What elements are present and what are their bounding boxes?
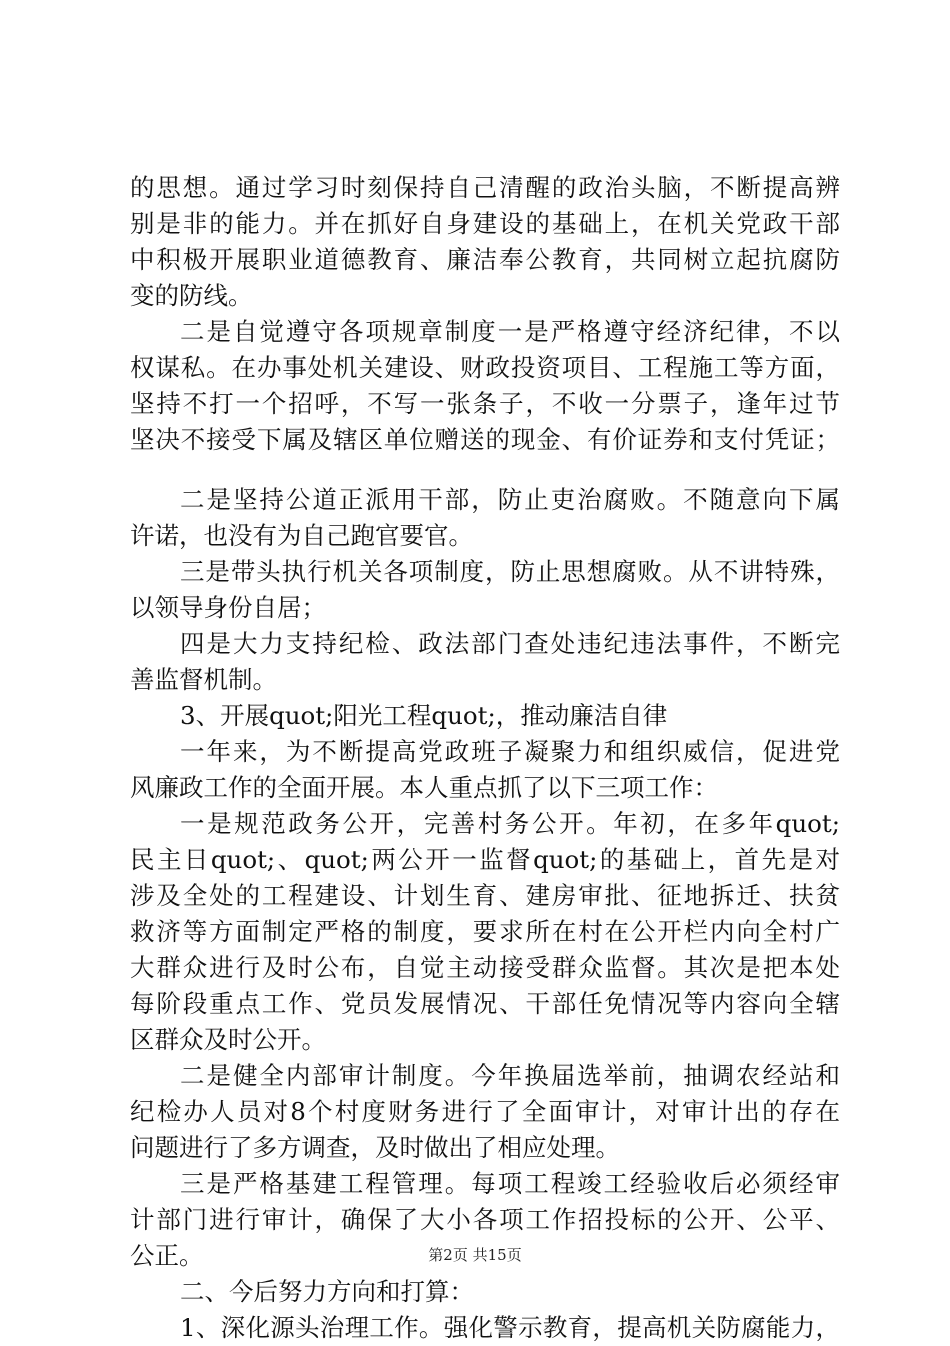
- section-heading: 3、开展quot;阳光工程quot;，推动廉洁自律: [180, 701, 668, 730]
- text-line: 救济等方面制定严格的制度，要求所在村在公开栏内向全村广: [130, 917, 840, 946]
- text-line: 风廉政工作的全面开展。本人重点抓了以下三项工作：: [130, 773, 718, 802]
- text-line: 二是自觉遵守各项规章制度一是严格遵守经济纪律，不以: [180, 317, 840, 346]
- text-line: 二是健全内部审计制度。今年换届选举前，抽调农经站和: [180, 1061, 840, 1090]
- text-line: 的思想。通过学习时刻保持自己清醒的政治头脑，不断提高辨: [130, 173, 840, 202]
- text-line: 计部门进行审计，确保了大小各项工作招投标的公开、公平、: [130, 1205, 840, 1234]
- text-line: 善监督机制。: [130, 665, 277, 694]
- text-line: 三是带头执行机关各项制度，防止思想腐败。从不讲特殊，: [180, 557, 840, 586]
- text-line: 许诺，也没有为自己跑官要官。: [130, 521, 473, 550]
- page-number-footer: 第2页 共15页: [428, 1246, 522, 1264]
- text-line: 变的防线。: [130, 281, 253, 310]
- section-heading: 二、今后努力方向和打算：: [180, 1277, 474, 1306]
- text-line: 区群众及时公开。: [130, 1025, 326, 1054]
- text-line: 1、深化源头治理工作。强化警示教育，提高机关防腐能力，: [180, 1313, 840, 1342]
- text-line: 二是坚持公道正派用干部，防止吏治腐败。不随意向下属: [180, 485, 840, 514]
- document-body: [130, 170, 840, 1346]
- text-line: 大群众进行及时公布，自觉主动接受群众监督。其次是把本处: [130, 953, 840, 982]
- text-line: 三是严格基建工程管理。每项工程竣工经验收后必须经审: [180, 1169, 840, 1198]
- text-line: 坚持不打一个招呼，不写一张条子，不收一分票子，逢年过节: [130, 389, 840, 418]
- text-line: 公正。: [130, 1241, 204, 1270]
- text-line: 以领导身份自居；: [130, 593, 326, 622]
- text-line: 每阶段重点工作、党员发展情况、干部任免情况等内容向全辖: [130, 989, 840, 1018]
- text-line: 权谋私。在办事处机关建设、财政投资项目、工程施工等方面，: [130, 353, 840, 382]
- text-line: 中积极开展职业道德教育、廉洁奉公教育，共同树立起抗腐防: [130, 245, 840, 274]
- text-line: 四是大力支持纪检、政法部门查处违纪违法事件，不断完: [180, 629, 840, 658]
- text-line: 一年来，为不断提高党政班子凝聚力和组织威信，促进党: [180, 737, 840, 766]
- text-line: 坚决不接受下属及辖区单位赠送的现金、有价证券和支付凭证；: [130, 425, 840, 454]
- text-line: 问题进行了多方调查，及时做出了相应处理。: [130, 1133, 620, 1162]
- text-line: 一是规范政务公开，完善村务公开。年初，在多年quot;: [180, 809, 840, 838]
- text-line: 涉及全处的工程建设、计划生育、建房审批、征地拆迁、扶贫: [130, 881, 840, 910]
- text-line: 纪检办人员对8个村度财务进行了全面审计，对审计出的存在: [130, 1097, 840, 1126]
- text-line: 民主日quot;、quot;两公开一监督quot;的基础上，首先是对: [130, 845, 840, 874]
- text-line: 别是非的能力。并在抓好自身建设的基础上，在机关党政干部: [130, 209, 840, 238]
